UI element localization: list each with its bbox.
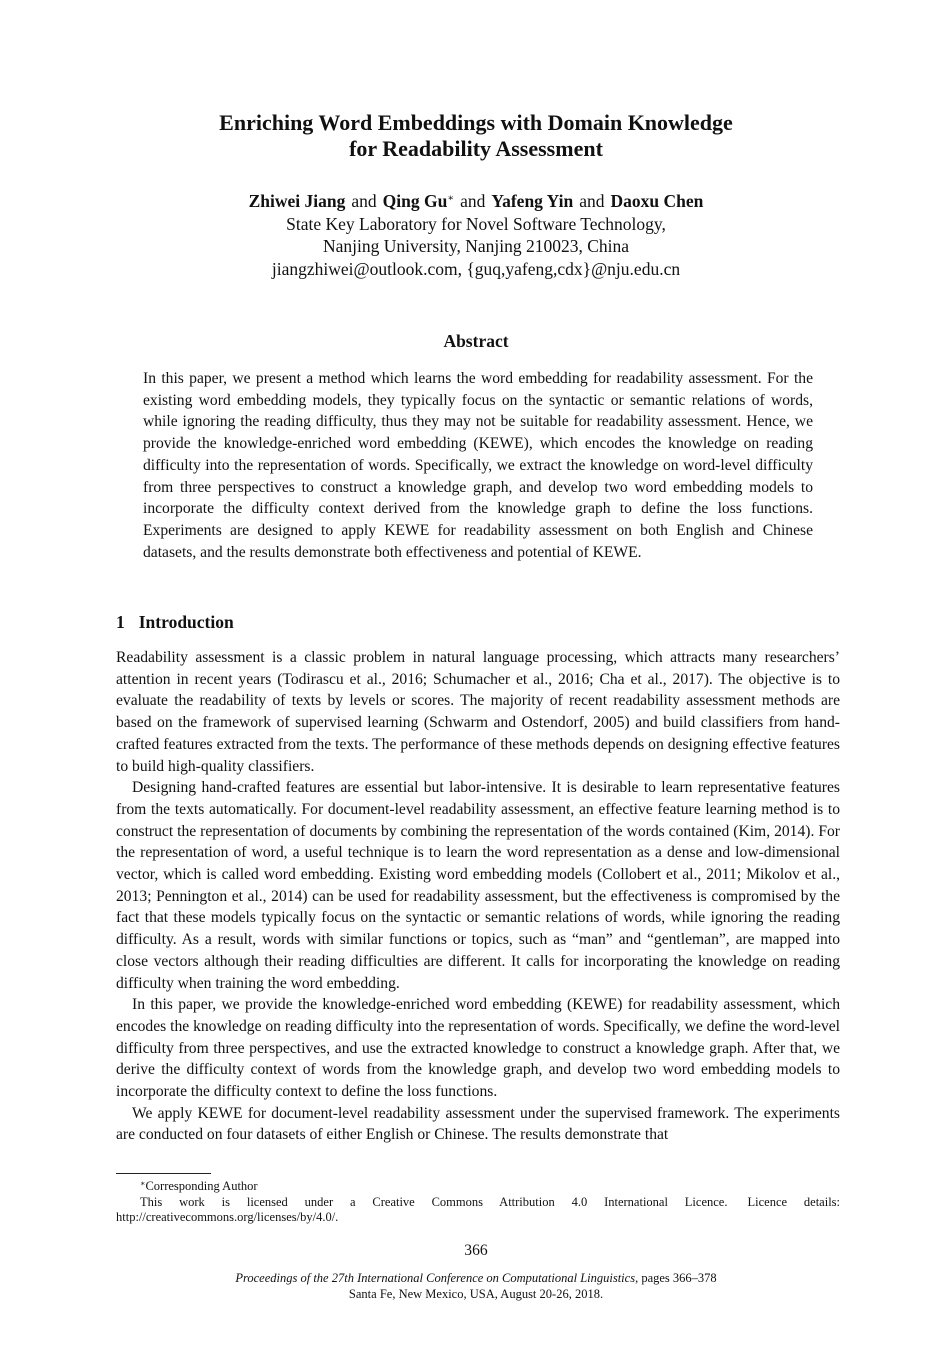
body-paragraph: Readability assessment is a classic problem in natural language processing, which attracts many researchers’ attention in recent years (Todirascu et al., 2016; Schumacher et al., 2016; Cha et al., 2017). The objective is to evaluate the readability of texts by levels or scores. The majority of recent readability assessment methods are based on the framework of supervised learning (Schwarm and Ostendorf, 2005) and build classifiers from hand-crafted features extracted from the texts. The performance of these methods depends on designing effective features to build high-quality classifiers. [116, 649, 840, 775]
author-connector: and [460, 191, 486, 211]
proceedings-line [0, 1270, 952, 1286]
author-connector: and [579, 191, 605, 211]
author-emails: jiangzhiwei@outlook.com, {guq,yafeng,cdx}@nju.edu.cn [271, 258, 681, 279]
body-paragraph: Designing hand-crafted features are essential but labor-intensive. It is desirable to learn representative features from the texts automatically. For document-level readability assessment, an effective feature learning method is to construct the representation of documents by combining the representation of the words contained (Kim, 2014). For the representation of word, a useful technique is to learn the word representation as a dense and low-dimensional vector, which is called word embedding. Existing word embedding models (Collobert et al., 2011; Mikolov et al., 2013; Pennington et al., 2014) can be used for readability assessment, but the effectiveness is compromised by the fact that these models typically focus on the syntactic or semantic relations of words, while ignoring the reading difficulty. As a result, words with similar functions or topics, such as “man” and “gentleman”, are mapped into close vectors although their reading difficulties are different. It calls for incorporating the knowledge on reading difficulty when training the word embedding. [116, 779, 840, 992]
title-line-2: for Readability Assessment [349, 136, 603, 161]
footnote-corresponding [116, 1176, 840, 1195]
body-paragraph: In this paper, we provide the knowledge-enriched word embedding (KEWE) for readability assessment, which encodes the knowledge on reading difficulty into the representation of words. Specifically, we define the word-level difficulty from three perspectives, and use the extracted knowledge to construct a knowledge graph. After that, we derive the difficulty context of words from the knowledge graph, and develop two word embedding models to incorporate the difficulty context to define the loss functions. [116, 996, 840, 1101]
license-text: This work is licensed under a Creative Commons Attribution 4.0 International Licence. [140, 1194, 728, 1209]
affiliation-line-1: State Key Laboratory for Novel Software Technology, [286, 213, 666, 234]
corresponding-mark: ∗ [447, 193, 455, 204]
author-name: Daoxu Chen [610, 191, 704, 211]
affiliation-line-2: Nanjing University, Nanjing 210023, China [322, 236, 630, 256]
proceedings-pages: , pages 366–378 [635, 1271, 717, 1285]
footnotes [116, 1176, 840, 1226]
author-name: Qing Gu [382, 191, 448, 211]
footnote-corresponding-text: Corresponding Author [145, 1179, 258, 1193]
section-title: Introduction [138, 612, 234, 632]
body-paragraph: We apply KEWE for document-level readability assessment under the supervised framework. The experiments are conducted on four datasets of either English or Chinese. The results demonstrate that [116, 1104, 840, 1144]
proceedings-footer [0, 1270, 952, 1302]
author-block [0, 188, 952, 280]
author-name: Zhiwei Jiang [248, 191, 346, 211]
section-number: 1 [116, 612, 125, 632]
license-details-label: Licence details: [747, 1194, 841, 1209]
proceedings-venue: Proceedings of the 27th International Conference on Computational Linguistics [235, 1271, 636, 1285]
author-name: Yafeng Yin [491, 191, 574, 211]
license-url: http://creativecommons.org/licenses/by/4.0/. [116, 1210, 339, 1224]
author-names [0, 188, 952, 213]
proceedings-location-date: Santa Fe, New Mexico, USA, August 20-26, 2018. [348, 1287, 604, 1301]
paper-title [0, 110, 952, 162]
footnote-license [116, 1195, 840, 1226]
abstract-text: In this paper, we present a method which learns the word embedding for readability assessment. For the existing word embedding models, they typically focus on the syntactic or semantic relations of words, while ignoring the reading difficulty, thus they may not be suitable for readability assessment. Hence, we provide the knowledge-enriched word embedding (KEWE), which encodes the knowledge on reading difficulty into the representation of words. Specifically, we extract the knowledge on word-level difficulty from three perspectives to construct a knowledge graph, and develop two word embedding models to incorporate the difficulty context derived from the knowledge graph to define the loss functions. Experiments are designed to apply KEWE for readability assessment on both English and Chinese datasets, and the results demonstrate both effectiveness and potential of KEWE. [143, 370, 813, 561]
abstract-heading: Abstract [443, 331, 509, 351]
page-number: 366 [464, 1242, 488, 1259]
footnote-divider [116, 1173, 211, 1174]
introduction-body [116, 647, 840, 1172]
author-connector: and [351, 191, 377, 211]
title-line-1: Enriching Word Embeddings with Domain Knowledge [219, 110, 733, 135]
footnote-mark: ∗ [140, 1179, 146, 1188]
section-heading [116, 612, 234, 633]
